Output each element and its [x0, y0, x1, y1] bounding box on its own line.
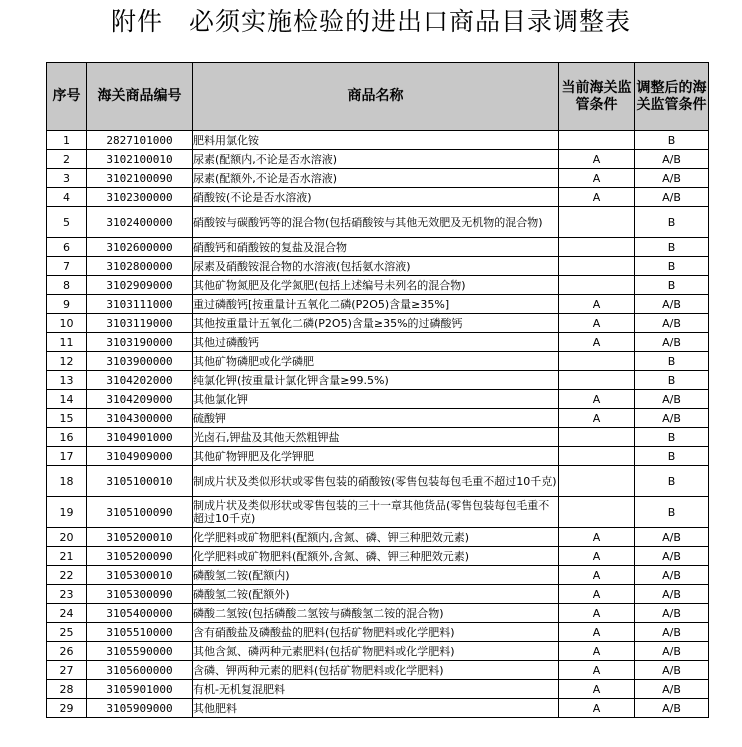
table-row	[47, 150, 709, 169]
product-name-cell: 制成片状及类似形状或零售包装的三十一章其他货品(零售包装每包毛重不超过10千克)	[193, 497, 559, 528]
hs-code-cell: 3105600000	[87, 661, 193, 680]
row-index-cell: 6	[47, 238, 87, 257]
row-index-cell: 19	[47, 497, 87, 528]
row-index-cell: 25	[47, 623, 87, 642]
current-condition-cell: A	[559, 314, 635, 333]
adjusted-condition-cell: B	[635, 257, 709, 276]
adjusted-condition-cell: A/B	[635, 604, 709, 623]
hs-code-cell: 3105100090	[87, 497, 193, 528]
adjusted-condition-cell: A/B	[635, 333, 709, 352]
product-name-cell: 其他按重量计五氧化二磷(P2O5)含量≥35%的过磷酸钙	[193, 314, 559, 333]
current-condition-cell: A	[559, 188, 635, 207]
table-row	[47, 428, 709, 447]
product-name-cell: 有机-无机复混肥料	[193, 680, 559, 699]
table-row	[47, 295, 709, 314]
current-condition-cell: A	[559, 680, 635, 699]
product-name-cell: 磷酸氢二铵(配额内)	[193, 566, 559, 585]
table-row	[47, 466, 709, 497]
current-condition-cell	[559, 257, 635, 276]
current-condition-cell: A	[559, 390, 635, 409]
hs-code-cell: 3104202000	[87, 371, 193, 390]
row-index-cell: 1	[47, 131, 87, 150]
current-condition-cell: A	[559, 604, 635, 623]
adjusted-condition-cell: A/B	[635, 661, 709, 680]
hs-code-cell: 3102300000	[87, 188, 193, 207]
hs-code-cell: 3105909000	[87, 699, 193, 718]
adjusted-condition-cell: B	[635, 276, 709, 295]
row-index-cell: 9	[47, 295, 87, 314]
row-index-cell: 4	[47, 188, 87, 207]
hs-code-cell: 3103119000	[87, 314, 193, 333]
header-current: 当前海关监管条件	[559, 63, 635, 131]
table-row	[47, 528, 709, 547]
header-adjusted: 调整后的海关监管条件	[635, 63, 709, 131]
hs-code-cell: 3102400000	[87, 207, 193, 238]
product-name-cell: 尿素及硝酸铵混合物的水溶液(包括氨水溶液)	[193, 257, 559, 276]
table-row	[47, 276, 709, 295]
current-condition-cell: A	[559, 566, 635, 585]
product-name-cell: 其他肥料	[193, 699, 559, 718]
adjusted-condition-cell: B	[635, 207, 709, 238]
product-name-cell: 重过磷酸钙[按重量计五氧化二磷(P2O5)含量≥35%]	[193, 295, 559, 314]
catalog-table	[46, 62, 709, 718]
row-index-cell: 21	[47, 547, 87, 566]
hs-code-cell: 3105200090	[87, 547, 193, 566]
current-condition-cell: A	[559, 623, 635, 642]
product-name-cell: 其他矿物氮肥及化学氮肥(包括上述编号未列名的混合物)	[193, 276, 559, 295]
hs-code-cell: 3102800000	[87, 257, 193, 276]
page-title: 附件 必须实施检验的进出口商品目录调整表	[110, 7, 631, 36]
adjusted-condition-cell: B	[635, 466, 709, 497]
row-index-cell: 8	[47, 276, 87, 295]
table-row	[47, 447, 709, 466]
hs-code-cell: 2827101000	[87, 131, 193, 150]
table-row	[47, 642, 709, 661]
product-name-cell: 其他矿物钾肥及化学钾肥	[193, 447, 559, 466]
row-index-cell: 11	[47, 333, 87, 352]
hs-code-cell: 3102100090	[87, 169, 193, 188]
row-index-cell: 14	[47, 390, 87, 409]
hs-code-cell: 3105200010	[87, 528, 193, 547]
current-condition-cell	[559, 207, 635, 238]
row-index-cell: 22	[47, 566, 87, 585]
adjusted-condition-cell: A/B	[635, 409, 709, 428]
adjusted-condition-cell: A/B	[635, 169, 709, 188]
product-name-cell: 纯氯化钾(按重量计氯化钾含量≥99.5%)	[193, 371, 559, 390]
table-row	[47, 623, 709, 642]
hs-code-cell: 3105901000	[87, 680, 193, 699]
hs-code-cell: 3105400000	[87, 604, 193, 623]
table-row	[47, 257, 709, 276]
hs-code-cell: 3105300010	[87, 566, 193, 585]
table-row	[47, 188, 709, 207]
current-condition-cell: A	[559, 295, 635, 314]
row-index-cell: 10	[47, 314, 87, 333]
product-name-cell: 制成片状及类似形状或零售包装的硝酸铵(零售包装每包毛重不超过10千克)	[193, 466, 559, 497]
product-name-cell: 含有硝酸盐及磷酸盐的肥料(包括矿物肥料或化学肥料)	[193, 623, 559, 642]
table-row	[47, 699, 709, 718]
hs-code-cell: 3102100010	[87, 150, 193, 169]
hs-code-cell: 3104909000	[87, 447, 193, 466]
product-name-cell: 磷酸氢二铵(配额外)	[193, 585, 559, 604]
current-condition-cell	[559, 466, 635, 497]
product-name-cell: 尿素(配额外,不论是否水溶液)	[193, 169, 559, 188]
row-index-cell: 29	[47, 699, 87, 718]
adjusted-condition-cell: B	[635, 131, 709, 150]
adjusted-condition-cell: A/B	[635, 547, 709, 566]
product-name-cell: 化学肥料或矿物肥料(配额内,含氮、磷、钾三种肥效元素)	[193, 528, 559, 547]
product-name-cell: 其他过磷酸钙	[193, 333, 559, 352]
row-index-cell: 23	[47, 585, 87, 604]
adjusted-condition-cell: B	[635, 497, 709, 528]
hs-code-cell: 3104300000	[87, 409, 193, 428]
table-row	[47, 238, 709, 257]
adjusted-condition-cell: A/B	[635, 566, 709, 585]
table-row	[47, 680, 709, 699]
table-row	[47, 314, 709, 333]
product-name-cell: 硝酸钙和硝酸铵的复盐及混合物	[193, 238, 559, 257]
current-condition-cell: A	[559, 642, 635, 661]
row-index-cell: 28	[47, 680, 87, 699]
adjusted-condition-cell: A/B	[635, 699, 709, 718]
hs-code-cell: 3102600000	[87, 238, 193, 257]
current-condition-cell: A	[559, 528, 635, 547]
table-row	[47, 131, 709, 150]
header-name: 商品名称	[193, 63, 559, 131]
adjusted-condition-cell: B	[635, 238, 709, 257]
adjusted-condition-cell: B	[635, 447, 709, 466]
product-name-cell: 含磷、钾两种元素的肥料(包括矿物肥料或化学肥料)	[193, 661, 559, 680]
row-index-cell: 16	[47, 428, 87, 447]
adjusted-condition-cell: B	[635, 428, 709, 447]
row-index-cell: 26	[47, 642, 87, 661]
hs-code-cell: 3105300090	[87, 585, 193, 604]
product-name-cell: 化学肥料或矿物肥料(配额外,含氮、磷、钾三种肥效元素)	[193, 547, 559, 566]
current-condition-cell: A	[559, 333, 635, 352]
current-condition-cell	[559, 352, 635, 371]
row-index-cell: 24	[47, 604, 87, 623]
adjusted-condition-cell: B	[635, 371, 709, 390]
current-condition-cell: A	[559, 661, 635, 680]
product-name-cell: 硝酸铵与碳酸钙等的混合物(包括硝酸铵与其他无效肥及无机物的混合物)	[193, 207, 559, 238]
product-name-cell: 光卤石,钾盐及其他天然粗钾盐	[193, 428, 559, 447]
adjusted-condition-cell: A/B	[635, 528, 709, 547]
current-condition-cell: A	[559, 699, 635, 718]
row-index-cell: 15	[47, 409, 87, 428]
table-row	[47, 371, 709, 390]
table-row	[47, 390, 709, 409]
row-index-cell: 12	[47, 352, 87, 371]
adjusted-condition-cell: A/B	[635, 680, 709, 699]
row-index-cell: 18	[47, 466, 87, 497]
header-index: 序号	[47, 63, 87, 131]
adjusted-condition-cell: A/B	[635, 390, 709, 409]
table-row	[47, 169, 709, 188]
current-condition-cell: A	[559, 409, 635, 428]
table-row	[47, 409, 709, 428]
current-condition-cell	[559, 131, 635, 150]
adjusted-condition-cell: A/B	[635, 314, 709, 333]
current-condition-cell: A	[559, 150, 635, 169]
adjusted-condition-cell: A/B	[635, 295, 709, 314]
current-condition-cell: A	[559, 169, 635, 188]
adjusted-condition-cell: A/B	[635, 585, 709, 604]
hs-code-cell: 3103111000	[87, 295, 193, 314]
adjusted-condition-cell: A/B	[635, 642, 709, 661]
row-index-cell: 7	[47, 257, 87, 276]
table-header-row	[47, 63, 709, 131]
product-name-cell: 硫酸钾	[193, 409, 559, 428]
current-condition-cell: A	[559, 547, 635, 566]
current-condition-cell	[559, 428, 635, 447]
table-row	[47, 566, 709, 585]
row-index-cell: 5	[47, 207, 87, 238]
current-condition-cell	[559, 371, 635, 390]
table-row	[47, 585, 709, 604]
product-name-cell: 磷酸二氢铵(包括磷酸二氢铵与磷酸氢二铵的混合物)	[193, 604, 559, 623]
row-index-cell: 2	[47, 150, 87, 169]
table-row	[47, 604, 709, 623]
table-row	[47, 497, 709, 528]
row-index-cell: 13	[47, 371, 87, 390]
adjusted-condition-cell: B	[635, 352, 709, 371]
product-name-cell: 其他矿物磷肥或化学磷肥	[193, 352, 559, 371]
current-condition-cell	[559, 276, 635, 295]
hs-code-cell: 3103900000	[87, 352, 193, 371]
row-index-cell: 3	[47, 169, 87, 188]
row-index-cell: 17	[47, 447, 87, 466]
table-row	[47, 333, 709, 352]
row-index-cell: 20	[47, 528, 87, 547]
table-row	[47, 207, 709, 238]
product-name-cell: 硝酸铵(不论是否水溶液)	[193, 188, 559, 207]
hs-code-cell: 3105510000	[87, 623, 193, 642]
row-index-cell: 27	[47, 661, 87, 680]
hs-code-cell: 3104901000	[87, 428, 193, 447]
table-row	[47, 547, 709, 566]
hs-code-cell: 3105100010	[87, 466, 193, 497]
current-condition-cell: A	[559, 585, 635, 604]
hs-code-cell: 3103190000	[87, 333, 193, 352]
hs-code-cell: 3104209000	[87, 390, 193, 409]
table-row	[47, 352, 709, 371]
hs-code-cell: 3105590000	[87, 642, 193, 661]
current-condition-cell	[559, 497, 635, 528]
hs-code-cell: 3102909000	[87, 276, 193, 295]
product-name-cell: 其他氯化钾	[193, 390, 559, 409]
adjusted-condition-cell: A/B	[635, 150, 709, 169]
product-name-cell: 其他含氮、磷两种元素肥料(包括矿物肥料或化学肥料)	[193, 642, 559, 661]
product-name-cell: 肥料用氯化铵	[193, 131, 559, 150]
table-row	[47, 661, 709, 680]
adjusted-condition-cell: A/B	[635, 623, 709, 642]
current-condition-cell	[559, 238, 635, 257]
adjusted-condition-cell: A/B	[635, 188, 709, 207]
header-code: 海关商品编号	[87, 63, 193, 131]
product-name-cell: 尿素(配额内,不论是否水溶液)	[193, 150, 559, 169]
current-condition-cell	[559, 447, 635, 466]
